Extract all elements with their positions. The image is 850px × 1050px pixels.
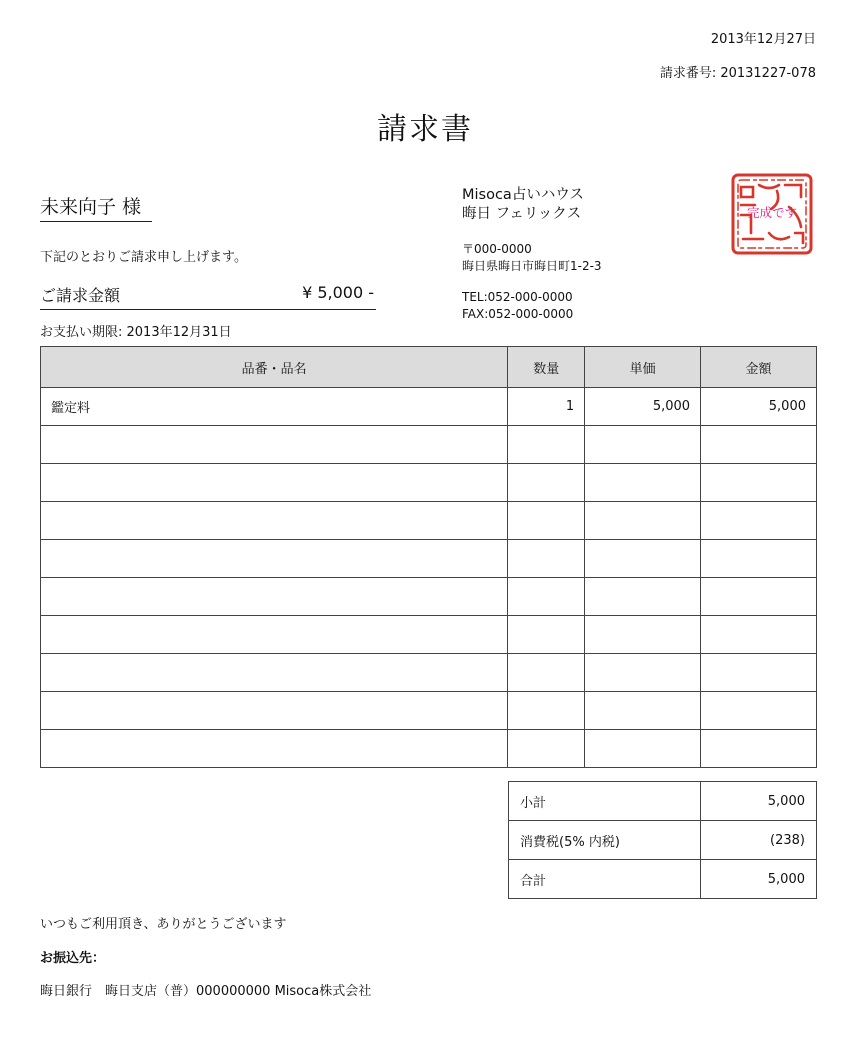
item-quantity (508, 730, 585, 768)
seal-text: 完成です (746, 205, 798, 220)
item-unit-price (585, 616, 701, 654)
item-quantity (508, 578, 585, 616)
total-value: 5,000 (701, 860, 817, 899)
item-amount (701, 464, 817, 502)
item-amount (701, 654, 817, 692)
item-quantity (508, 540, 585, 578)
item-unit-price: 5,000 (585, 388, 701, 426)
item-name (41, 692, 508, 730)
item-name (41, 578, 508, 616)
item-unit-price (585, 654, 701, 692)
items-header-row (41, 347, 817, 388)
items-table (40, 346, 817, 768)
item-quantity (508, 692, 585, 730)
item-unit-price (585, 540, 701, 578)
totals-table (508, 781, 817, 899)
item-quantity (508, 464, 585, 502)
item-name (41, 502, 508, 540)
thanks-message: いつもご利用頂き、ありがとうございます (40, 917, 287, 932)
invoice-number: 請求番号: 20131227-078 (659, 66, 816, 81)
issuer-contact-block (462, 289, 573, 323)
item-name (41, 540, 508, 578)
issuer-person: 晦日 フェリックス (462, 206, 582, 222)
invoice-date: 2013年12月27日 (710, 32, 816, 47)
item-quantity (508, 616, 585, 654)
item-name (41, 730, 508, 768)
item-amount (701, 502, 817, 540)
subtotal-label: 小計 (509, 782, 701, 821)
issuer-block (462, 186, 584, 224)
issuer-company: Misoca占いハウス (462, 187, 584, 203)
item-unit-price (585, 730, 701, 768)
item-amount (701, 692, 817, 730)
item-amount (701, 730, 817, 768)
item-quantity (508, 426, 585, 464)
item-amount (701, 426, 817, 464)
billing-amount-label: ご請求金額 (40, 286, 121, 305)
item-unit-price (585, 502, 701, 540)
table-row (41, 388, 817, 426)
column-header-unit-price: 単価 (585, 347, 701, 388)
item-amount (701, 540, 817, 578)
bank-label: お振込先： (40, 951, 106, 966)
column-header-quantity: 数量 (508, 347, 585, 388)
table-row (41, 464, 817, 502)
issuer-postal: 〒000-0000 (462, 242, 532, 256)
item-unit-price (585, 578, 701, 616)
item-amount (701, 616, 817, 654)
table-row (41, 730, 817, 768)
item-name (41, 654, 508, 692)
document-title: 請求書 (377, 112, 473, 147)
item-name (41, 426, 508, 464)
item-amount (701, 578, 817, 616)
table-row (41, 654, 817, 692)
item-name: 鑑定料 (41, 388, 508, 426)
company-seal-stamp (729, 171, 815, 257)
table-row (41, 692, 817, 730)
issuer-tel: TEL:052-000-0000 (462, 290, 573, 304)
subtotal-row (509, 782, 817, 821)
tax-value: (238) (701, 821, 817, 860)
table-row (41, 616, 817, 654)
table-row (41, 502, 817, 540)
table-row (41, 426, 817, 464)
column-header-item: 品番・品名 (41, 347, 508, 388)
intro-text: 下記のとおりご請求申し上げます。 (40, 250, 247, 265)
total-label: 合計 (509, 860, 701, 899)
table-row (41, 578, 817, 616)
item-quantity (508, 502, 585, 540)
subtotal-value: 5,000 (701, 782, 817, 821)
bank-detail: 晦日銀行 晦日支店（普）000000000 Misoca株式会社 (40, 984, 372, 999)
issuer-fax: FAX:052-000-0000 (462, 307, 574, 321)
tax-label: 消費税(5% 内税) (509, 821, 701, 860)
item-unit-price (585, 464, 701, 502)
item-quantity: 1 (508, 388, 585, 426)
tax-row (509, 821, 817, 860)
column-header-amount: 金額 (701, 347, 817, 388)
client-name: 未来向子 様 (40, 192, 152, 222)
total-row (509, 860, 817, 899)
item-amount: 5,000 (701, 388, 817, 426)
billing-amount-row (40, 283, 376, 310)
item-quantity (508, 654, 585, 692)
issuer-address: 晦日県晦日市晦日町1-2-3 (462, 259, 602, 273)
item-unit-price (585, 426, 701, 464)
item-name (41, 464, 508, 502)
issuer-address-block (462, 241, 602, 275)
due-date: お支払い期限: 2013年12月31日 (40, 325, 232, 340)
billing-amount-value: ¥ 5,000 - (302, 283, 374, 302)
table-row (41, 540, 817, 578)
item-name (41, 616, 508, 654)
item-unit-price (585, 692, 701, 730)
